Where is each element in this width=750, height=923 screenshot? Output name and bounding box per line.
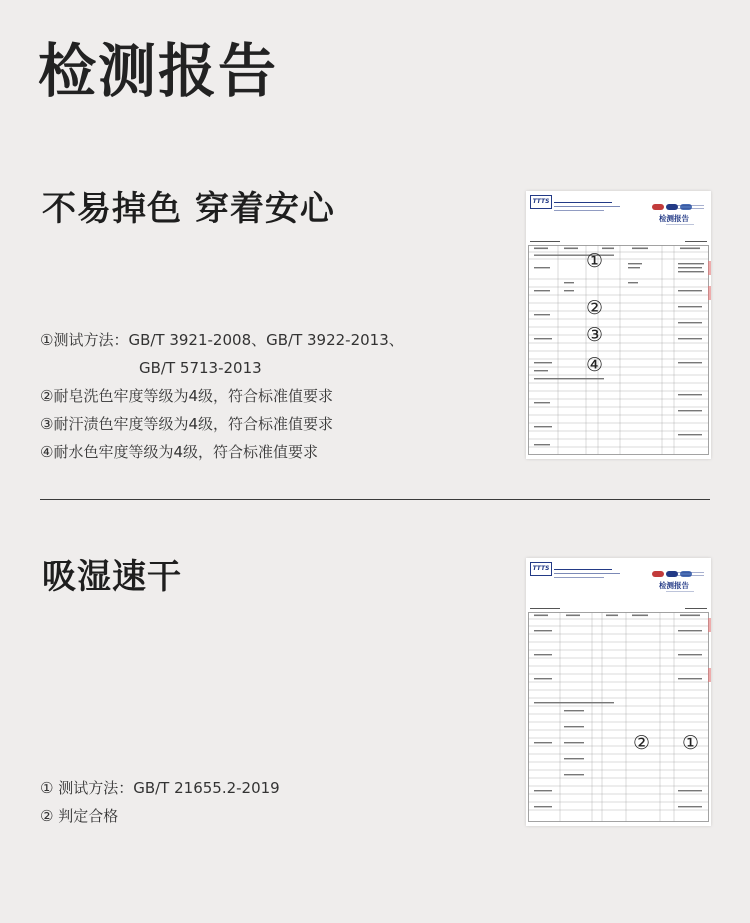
quick-dry-notes (40, 774, 280, 830)
report-title: 检测报告 (659, 214, 689, 223)
note-soap-wash: ②耐皂洗色牢度等级为4级，符合标准值要求 (40, 387, 333, 405)
report-marker-2: ② (633, 732, 651, 754)
test-report-image-2 (526, 558, 711, 826)
note-sweat: ③耐汗渍色牢度等级为4级，符合标准值要求 (40, 415, 333, 433)
report-logo: TTTS (530, 195, 552, 209)
report-marker-3: ③ (586, 324, 604, 346)
report-marker-1: ① (586, 250, 604, 272)
report-marker-4: ④ (586, 354, 604, 376)
colorfastness-notes (40, 326, 404, 466)
report-logo: TTTS (530, 562, 552, 576)
report-marker-1: ① (682, 732, 700, 754)
report-marker-2: ② (586, 297, 604, 319)
note-water: ④耐水色牢度等级为4级，符合标准值要求 (40, 443, 318, 461)
test-report-image-1 (526, 191, 711, 459)
page-title: 检测报告 (38, 37, 279, 105)
note-test-method: ① 测试方法：GB/T 21655.2-2019 (40, 779, 280, 797)
report-table (528, 612, 709, 822)
report-table (528, 245, 709, 455)
section-title-colorfastness: 不易掉色 穿着安心 (42, 189, 335, 229)
report-title: 检测报告 (659, 581, 689, 590)
note-test-method-cont: GB/T 5713-2013 (139, 359, 262, 377)
section-divider (40, 499, 710, 500)
note-judgement: ② 判定合格 (40, 807, 119, 825)
section-title-quick-dry: 吸湿速干 (42, 557, 182, 597)
note-test-method: ①测试方法：GB/T 3921-2008、GB/T 3922-2013、 (40, 331, 404, 349)
